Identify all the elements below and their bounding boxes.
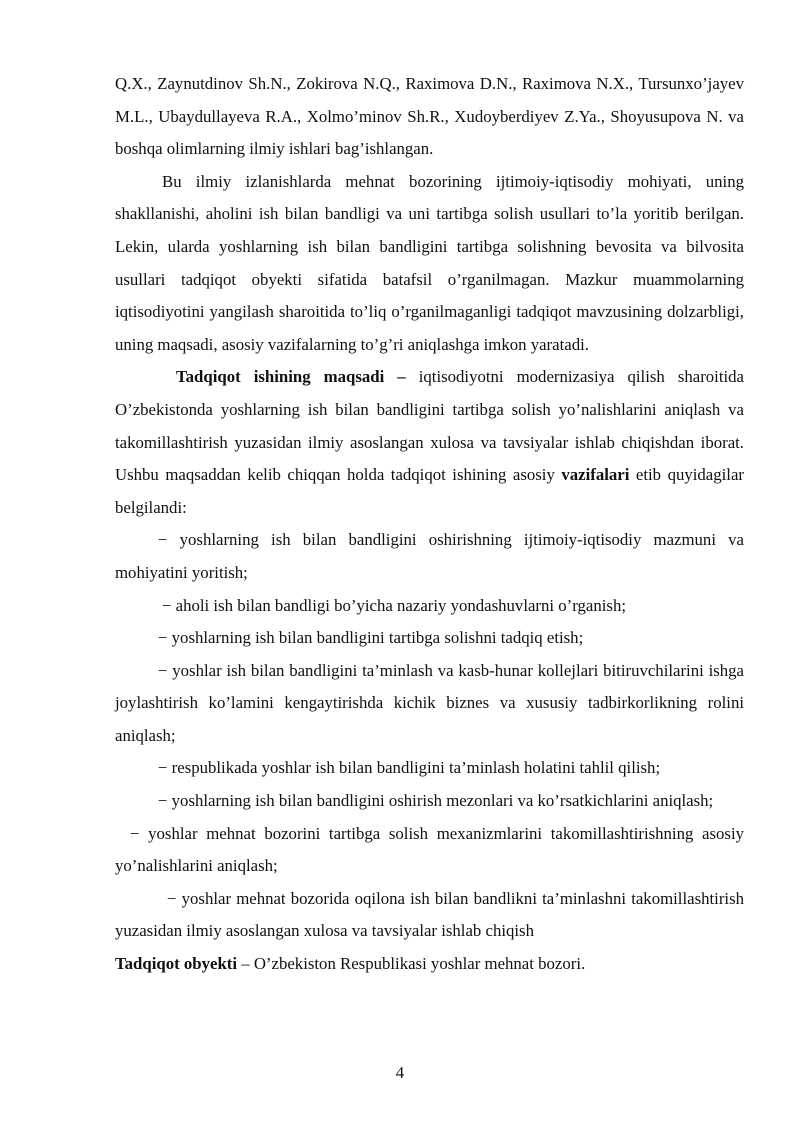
- goal-label: Tadqiqot ishining maqsadi –: [176, 367, 406, 387]
- document-body: [115, 68, 744, 981]
- paragraph-research-object: [115, 948, 744, 981]
- task-item-6: − yoshlarning ish bilan bandligini oshirish mezonlari va ko’rsatkichlarini aniqlash;: [158, 791, 714, 811]
- task-item-5: − respublikada yoshlar ish bilan bandligini ta’minlash holatini tahlil qilish;: [158, 758, 661, 778]
- task-item-7: − yoshlar mehnat bozorini tartibga solish mexanizmlarini takomillashtirishning asosiy yo’nalishlarini aniqlash;: [115, 823, 744, 876]
- object-text: – O’zbekiston Respublikasi yoshlar mehnat bozori.: [237, 954, 586, 974]
- task-item-4: − yoshlar ish bilan bandligini ta’minlash va kasb-hunar kollejlari bitiruvchilarini ishga joylashtirish ko’lamini kengaytirishda kichik biznes va xususiy tadbirkorlikning rolini aniqlash;: [115, 660, 744, 745]
- tasks-intro: etib quyidagilar belgilandi:: [115, 465, 744, 517]
- task-item-2: − aholi ish bilan bandligi bo’yicha nazariy yondashuvlarni o’rganish;: [162, 595, 627, 615]
- object-label: Tadqiqot obyekti: [115, 954, 238, 974]
- paragraph-authors: Q.X., Zaynutdinov Sh.N., Zokirova N.Q., Raximova D.N., Raximova N.X., Tursunxo’jayev M.L., Ubaydullayeva R.A., Xolmo’minov Sh.R., Xudoyberdiyev Z.Ya., Shoyusupova N. va boshqa olimlarning ilmiy ishlari bag’ishlangan.: [115, 74, 744, 159]
- page-number: 4: [395, 1063, 405, 1082]
- paragraph-research-summary: Bu ilmiy izlanishlarda mehnat bozorining ijtimoiy-iqtisodiy mohiyati, uning shakllanishi, aholini ish bilan bandligi va uni tartibga solish usullari to’la yoritib berilgan. Lekin, ularda yoshlarning ish bilan bandligini tartibga solishning bevosita va bilvosita usullari tadqiqot obyekti sifatida batafsil o’rganilmagan. Mazkur muammolarning iqtisodiyotini yangilash sharoitida to’liq o’rganilmaganligi tadqiqot mavzusining dolzarbligi, uning maqsadi, asosiy vazifalarning to’g’ri aniqlashga imkon yaratadi.: [115, 171, 744, 354]
- goal-text: iqtisodiyotni modernizasiya qilish sharoitida O’zbekistonda yoshlarning ish bilan bandligini tartibga solish yo’nalishlarini aniqlash va takomillashtirish yuzasidan ilmiy asoslangan xulosa va tavsiyalar ishlab chiqishdan iborat. Ushbu maqsaddan kelib chiqqan holda tadqiqot ishining asosiy: [115, 367, 744, 485]
- tasks-label: vazifalari: [561, 465, 630, 485]
- task-item-8: − yoshlar mehnat bozorida oqilona ish bilan bandlikni ta’minlashni takomillashtirish yuzasidan ilmiy asoslangan xulosa va tavsiyalar ishlab chiqish: [115, 888, 744, 941]
- task-item-3: − yoshlarning ish bilan bandligini tartibga solishni tadqiq etish;: [158, 628, 584, 648]
- task-item-1: − yoshlarning ish bilan bandligini oshirishning ijtimoiy-iqtisodiy mazmuni va mohiyatini yoritish;: [115, 530, 744, 582]
- paragraph-research-goal: [115, 361, 744, 524]
